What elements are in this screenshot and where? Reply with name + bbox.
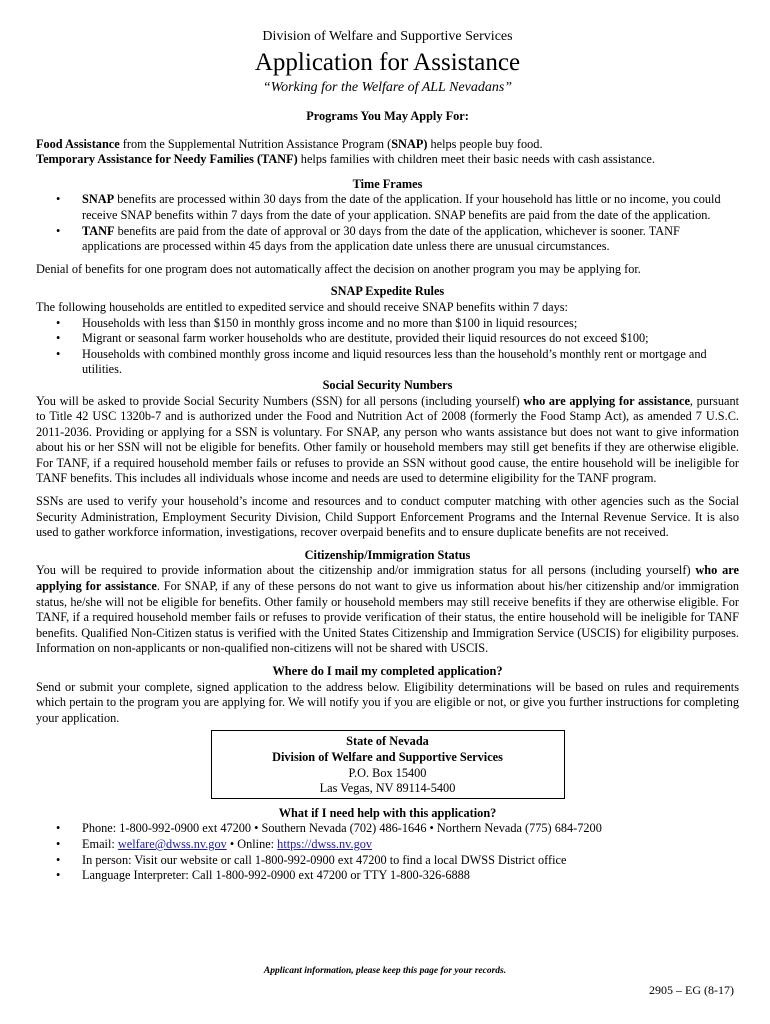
snap-expedite-intro: The following households are entitled to expedited service and should receive SNAP benefits within 7 days: [36,299,568,314]
list-item [56,331,739,347]
bullet-icon: • [56,223,61,238]
address-line-3: P.O. Box 15400 [348,765,427,780]
citizenship-text-start: You will be required to provide information about the citizenship and/or immigration status for all persons (including yourself) [36,563,696,578]
help-phone: Phone: 1-800-992-0900 ext 47200 • Southern Nevada (702) 486-1646 • Northern Nevada (775) 684-7200 [82,821,602,836]
time-frames-list [36,192,739,254]
list-item [56,192,739,223]
ssn-text-rest: , pursuant to Title 42 USC 1320b-7 and is authorized under the Food and Nutrition Act of 2008 (formerly the Food Stamp Act), as amended 7 U.S.C. 2011-2036. Providing or applying for a SSN is voluntary. For SNAP, any person who wants assistance but does not want to give information about his or her SSN will not be eligible for benefits. Other family or household members may still get benefits if they are otherwise eligible. For TANF, if a required household member fails or refuses to provide an SSN without good cause, the entire household will be ineligible for TANF benefits. This includes all individuals whose income and needs are used to determine eligibility for the TANF program. [36,393,740,486]
list-item [56,868,739,884]
address-line-1: State of Nevada [346,734,429,749]
time-frame-text: benefits are paid from the date of approval or 30 days from the date of the application, whichever is sooner. TANF applications are processed within 45 days from the application date unless there are unusual circumstances. [82,223,680,254]
bullet-icon: • [56,331,61,346]
bullet-icon: • [56,836,61,851]
list-item [56,836,739,853]
bullet-icon: • [56,821,61,836]
denial-note: Denial of benefits for one program does not automatically affect the decision on another program you may be applying for. [36,261,641,276]
time-frame-label: TANF [82,223,115,238]
mail-heading: Where do I mail my completed application? [272,664,503,678]
list-item [56,821,739,837]
list-item [56,346,739,378]
help-online-label: • Online: [226,836,278,851]
ssn-paragraph-2: SSNs are used to verify your household’s income and resources and to conduct computer matching with other agencies such as the Social Security Administration, Employment Security Division, Child Support Enforcement Programs and the Internal Revenue Service. It is also used to gather workforce information, investigations, recover overpaid benefits and to ensure duplicate benefits are not received. [36,494,739,540]
citizenship-text-rest: . For SNAP, if any of these persons do not want to give us information about his/her citizenship and/or immigration status, he/she will not be eligible for benefits. Other family or household members may still receive benefits if they are otherwise eligible. For TANF, if a required household member fails or refuses to provide verification of their status, the entire household will be ineligible for TANF benefits. Qualified Non-Citizen status is verified with the United States Citizenship and Immigration Service (USCIS) for eligibility purposes. Information on non-applicants or non-qualified non-citizens will not be shared with USCIS. [36,579,740,656]
ssn-heading: Social Security Numbers [322,377,453,392]
ssn-paragraph-1 [36,394,739,488]
help-heading: What if I need help with this application? [278,805,497,820]
page-title: Application for Assistance [254,49,521,76]
food-assistance-line [36,137,739,153]
bullet-icon: • [56,868,61,883]
food-assistance-snap: SNAP) [391,136,428,151]
help-email-label: Email: [82,836,118,851]
snap-expedite-heading: SNAP Expedite Rules [330,284,445,299]
tanf-label: Temporary Assistance for Needy Families (TANF) [36,152,298,167]
website-link[interactable]: https://dwss.nv.gov [277,836,373,851]
help-in-person: In person: Visit our website or call 1-800-992-0900 ext 47200 to find a local DWSS District office [82,852,567,867]
bullet-icon: • [56,315,61,330]
division-name: Division of Welfare and Supportive Services [262,29,513,44]
address-line-2: Division of Welfare and Supportive Services [272,749,503,764]
list-item [56,315,739,332]
list-item [56,223,739,255]
form-number: 2905 – EG (8-17) [649,983,734,997]
help-list [36,821,739,883]
tanf-text: helps families with children meet their basic needs with cash assistance. [297,152,655,167]
expedite-rule-text: Migrant or seasonal farm worker households who are destitute, provided their liquid resources do not exceed $100; [82,331,649,346]
time-frame-text: benefits are processed within 30 days from the date of the application. If your household has little or no income, you could receive SNAP benefits within 7 days from the date of your application. SNAP benefits are paid from the date of the application. [82,192,721,222]
help-interpreter: Language Interpreter: Call 1-800-992-0900 ext 47200 or TTY 1-800-326-6888 [82,868,470,883]
bullet-icon: • [56,852,61,867]
email-link[interactable]: welfare@dwss.nv.gov [117,836,227,851]
citizenship-text-bold: who are applying for assistance [36,563,739,594]
mail-paragraph: Send or submit your complete, signed application to the address below. Eligibility determinations will be based on rules and requirements which pertain to the program you are applying for. We will notify you if you are eligible or not, or give you further instructions for completing your application. [36,679,739,725]
bullet-icon: • [56,192,61,207]
citizenship-heading: Citizenship/Immigration Status [304,547,471,562]
document-page [36,28,739,884]
list-item [56,852,739,869]
expedite-rule-text: Households with less than $150 in monthly gross income and no more than $100 in liquid resources; [82,315,578,330]
citizenship-paragraph [36,563,739,657]
programs-heading: Programs You May Apply For: [306,109,469,123]
time-frames-heading: Time Frames [352,176,423,191]
expedite-rule-text: Households with combined monthly gross income and liquid resources less than the household’s monthly rent or mortgage and utilities. [82,346,707,377]
tanf-line [36,152,739,168]
footer-note: Applicant information, please keep this page for your records. [263,966,507,976]
food-assistance-mid: from the Supplemental Nutrition Assistance Program ( [119,136,392,151]
address-line-4: Las Vegas, NV 89114-5400 [319,781,456,796]
time-frame-label: SNAP [82,192,115,207]
food-assistance-text: helps people buy food. [427,136,543,151]
bullet-icon: • [56,346,61,361]
food-assistance-label: Food Assistance [36,136,120,151]
ssn-text-start: You will be asked to provide Social Security Numbers (SSN) for all persons (including yourself) [36,393,524,408]
ssn-text-bold: who are applying for assistance [523,393,690,408]
mailing-address-box [211,730,565,798]
snap-expedite-list [36,316,739,378]
tagline: “Working for the Welfare of ALL Nevadans” [262,80,513,95]
